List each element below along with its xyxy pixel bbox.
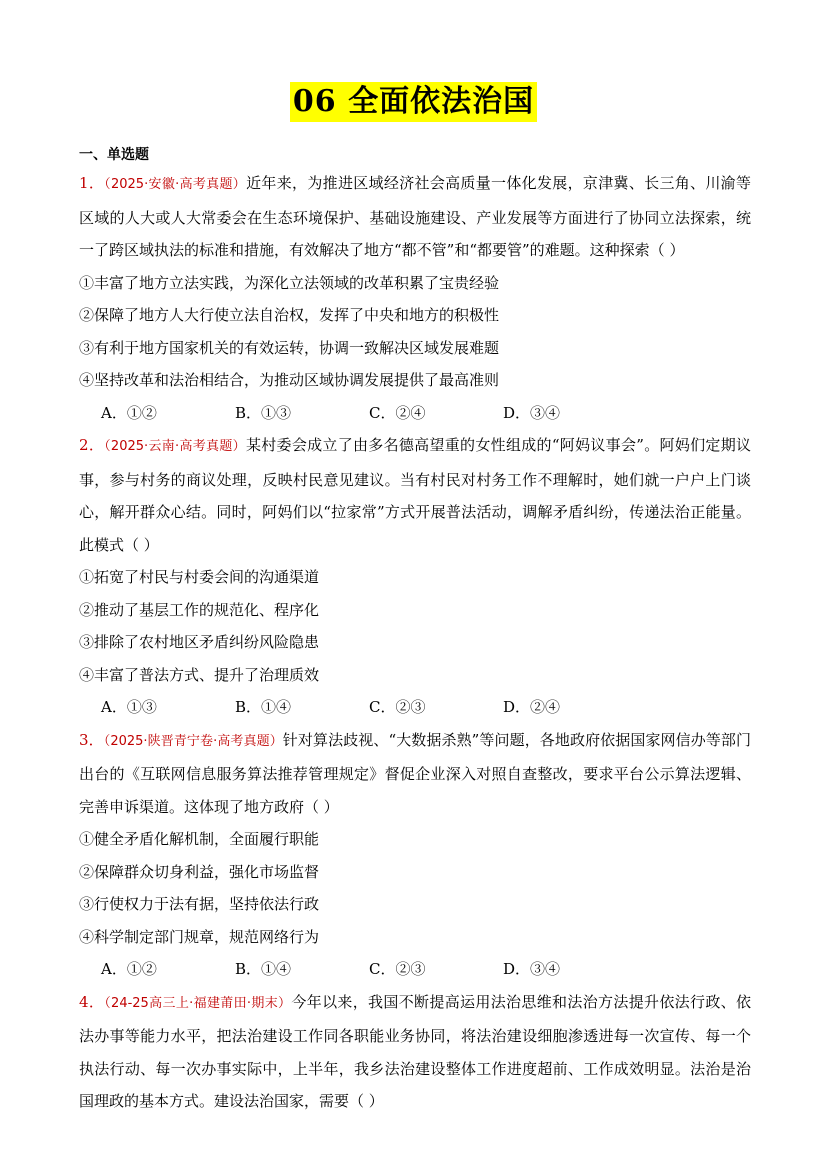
answer-choice-c[interactable]: C．②③ [369,960,426,978]
page-title: 06 全面依法治国 [290,82,537,122]
statement-item: ②保障了地方人大行使立法自治权，发挥了中央和地方的积极性 [79,306,500,324]
statement-item: ④丰富了普法方式、提升了治理质效 [79,665,320,684]
question-stem [79,167,751,267]
question-stem [79,724,751,824]
question-text: 某村委会成立了由多名德高望重的女性组成的“阿妈议事会”。阿妈们定期议事，参与村务的商议处理，反映村民意见建议。当有村民对村务工作不理解时，她们就一户户上门谈心，解开群众心结。同时，阿妈们以“拉家常”方式开展普法活动，调解矛盾纠纷，传递法治正能量。此模式（ ） [79,436,751,554]
statement-item: ③有利于地方国家机关的有效运转，协调一致解决区域发展难题 [79,338,500,357]
answer-choice-a[interactable]: A．①② [101,960,157,978]
question-text: 近年来，为推进区域经济社会高质量一体化发展，京津冀、长三角、川渝等区域的人大或人大常委会在生态环境保护、基础设施建设、产业发展等方面进行了协同立法探索，统一了跨区域执法的标准和措施，有效解决了地方“都不管”和“都要管”的难题。这种探索（ ） [79,174,751,259]
answer-choice-b[interactable]: B．①④ [235,698,292,716]
question-2 [79,429,751,724]
question-1 [79,167,751,429]
statement-item: ④坚持改革和法治相结合，为推动区域协调发展提供了最高准则 [79,371,500,389]
question-number: 2． [79,436,105,454]
statement-item: ①丰富了地方立法实践，为深化立法领域的改革积累了宝贵经验 [79,273,500,292]
title-container [0,82,827,122]
answer-choices [79,397,751,430]
answer-choices [79,953,751,986]
question-source: （2025·陕晋青宁卷·高考真题） [103,733,283,749]
statement-item: ①拓宽了村民与村委会间的沟通渠道 [79,568,320,586]
statement-item: ④科学制定部门规章，规范网络行为 [79,927,320,946]
statement-item: ②推动了基层工作的规范化、程序化 [79,600,320,619]
question-3 [79,724,751,986]
question-4 [79,986,751,1118]
section-heading: 一、单选题 [79,147,149,163]
statement-item: ③排除了农村地区矛盾纠纷风险隐患 [79,633,320,651]
answer-choice-d[interactable]: D．③④ [503,403,561,422]
answer-choice-b[interactable]: B．①③ [235,403,292,422]
question-list [79,167,751,1118]
question-number: 4． [79,992,105,1011]
answer-choice-a[interactable]: A．①③ [101,698,157,716]
question-number: 1． [79,174,105,192]
question-source: （2025·云南·高考真题） [104,439,246,454]
answer-choice-d[interactable]: D．③④ [503,960,561,978]
answer-choice-a[interactable]: A．①② [101,403,157,422]
question-text: 今年以来，我国不断提高运用法治思维和法治方法提升依法行政、依法办事等能力水平，把法治建设工作同各职能业务协同，将法治建设细胞渗透进每一次宣传、每一个执法行动、每一次办事实际中，上半年，我乡法治建设整体工作进度超前、工作成效明显。法治是治国理政的基本方式。建设法治国家，需要（ ） [79,992,752,1110]
statement-item: ①健全矛盾化解机制，全面履行职能 [79,830,320,848]
answer-choice-c[interactable]: C．②③ [369,698,426,716]
answer-choices [79,691,751,724]
question-source: （24-25高三上·福建莆田·期末） [104,995,292,1011]
question-stem [79,429,751,561]
answer-choice-c[interactable]: C．②④ [369,403,426,422]
statement-item: ②保障群众切身利益，强化市场监督 [79,862,320,881]
answer-choice-b[interactable]: B．①④ [235,960,292,978]
question-number: 3． [79,730,104,749]
question-stem [79,986,751,1118]
statement-item: ③行使权力于法有据，坚持依法行政 [79,895,320,913]
answer-choice-d[interactable]: D．②④ [503,698,561,716]
question-source: （2025·安徽·高考真题） [104,177,247,192]
question-text: 针对算法歧视、“大数据杀熟”等问题，各地政府依据国家网信办等部门出台的《互联网信息服务算法推荐管理规定》督促企业深入对照自查整改，要求平台公示算法逻辑、完善申诉渠道。这体现了地方政府（ ） [79,730,752,816]
